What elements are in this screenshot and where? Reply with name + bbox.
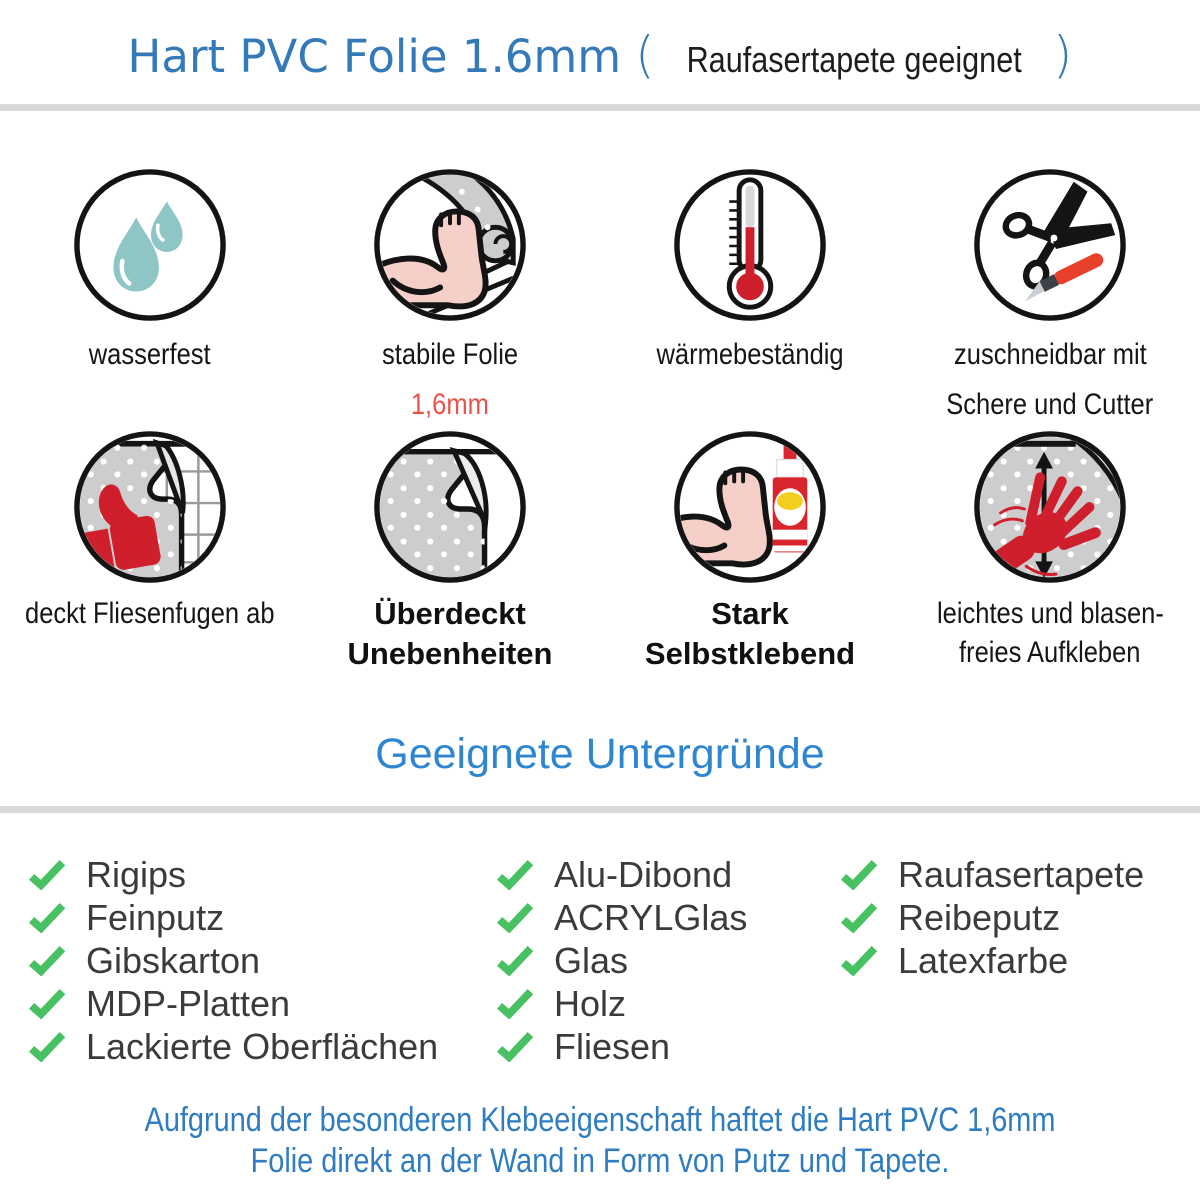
feature-label-line2: Selbstklebend [644, 636, 856, 671]
list-item [28, 982, 438, 1025]
feature-label: Überdeckt [374, 596, 526, 631]
surface-label: Reibeputz [898, 896, 1061, 938]
thumbs-up-tiles-icon [71, 428, 229, 586]
check-icon [496, 945, 534, 976]
check-icon [496, 988, 534, 1019]
feature-stabile-folie [300, 150, 600, 428]
feature-label-line2: freies Aufkleben [959, 636, 1141, 669]
check-icon [28, 988, 66, 1019]
list-item [840, 896, 1144, 939]
divider-bar-top [0, 104, 1200, 111]
section-title-untergruende: Geeignete Untergründe [375, 730, 825, 778]
list-item [28, 939, 438, 982]
check-icon [496, 902, 534, 933]
feature-label-line2: Unebenheiten [347, 636, 553, 671]
surface-column-1 [28, 853, 438, 1068]
check-icon [28, 945, 66, 976]
feature-label: stabile Folie [381, 338, 519, 371]
surface-label: MDP-Platten [86, 982, 291, 1024]
feature-sublabel-thickness: 1,6mm [411, 388, 489, 421]
list-item [840, 939, 1144, 982]
surface-label: Latexfarbe [898, 939, 1069, 981]
surface-label: Rigips [86, 853, 187, 895]
check-icon [840, 859, 878, 890]
page-title: Hart PVC Folie 1.6mm [127, 30, 622, 83]
feature-label-line2: Schere und Cutter [946, 388, 1154, 421]
feature-wasserfest [0, 150, 300, 428]
dotted-foil-fold-icon [371, 428, 529, 586]
flexed-arm-glue-tube-icon [671, 428, 829, 586]
feature-waermebestaendig [600, 150, 900, 428]
footer-note [0, 1100, 1200, 1182]
list-item [840, 853, 1144, 896]
list-item [496, 939, 747, 982]
feature-zuschneidbar [900, 150, 1200, 428]
surface-label: Lackierte Oberflächen [86, 1025, 439, 1067]
thermometer-icon [671, 166, 829, 324]
feature-selbstklebend [600, 428, 900, 728]
header [0, 0, 1200, 104]
feature-label: deckt Fliesenfugen ab [25, 597, 275, 630]
feature-unebenheiten [300, 428, 600, 728]
surface-label: Feinputz [86, 896, 225, 938]
list-item [496, 982, 747, 1025]
surface-label: Alu-Dibond [554, 853, 733, 895]
check-icon [496, 859, 534, 890]
surface-label: ACRYLGlas [554, 896, 748, 938]
feature-label: wasserfest [89, 338, 211, 371]
surface-column-2 [496, 853, 747, 1068]
surface-label: Raufasertapete [898, 853, 1145, 895]
check-icon [840, 902, 878, 933]
list-item [28, 896, 438, 939]
feature-label: Stark [711, 596, 789, 631]
page-subtitle: Raufasertapete geeignet [686, 39, 1022, 80]
check-icon [496, 1031, 534, 1062]
divider-bar-middle [0, 806, 1200, 813]
check-icon [840, 945, 878, 976]
hand-smoothing-foil-icon [971, 428, 1129, 586]
footer-line-1: Aufgrund der besonderen Klebeeigenschaft haftet die Hart PVC 1,6mm [144, 1101, 1056, 1139]
list-item [28, 1025, 438, 1068]
water-drops-icon [71, 166, 229, 324]
surface-label: Fliesen [554, 1025, 671, 1067]
check-icon [28, 902, 66, 933]
scissors-cutter-icon [971, 166, 1129, 324]
flexed-arm-foil-roll-icon [371, 166, 529, 324]
footer-line-2: Folie direkt an der Wand in Form von Putz und Tapete. [250, 1142, 950, 1180]
surface-column-3 [840, 853, 1144, 982]
check-icon [28, 1031, 66, 1062]
list-item [28, 853, 438, 896]
title-paren-close: ) [1052, 26, 1073, 84]
title-paren-open: ( [635, 26, 655, 84]
list-item [496, 1025, 747, 1068]
surface-label: Gibskarton [86, 939, 261, 981]
feature-label: leichtes und blasen- [936, 597, 1164, 630]
feature-grid [0, 150, 1200, 728]
surface-label: Glas [554, 939, 629, 981]
check-icon [28, 859, 66, 890]
surface-label: Holz [554, 982, 627, 1024]
feature-label: wärmebeständig [656, 338, 844, 371]
feature-fliesenfugen [0, 428, 300, 728]
list-item [496, 853, 747, 896]
feature-aufkleben [900, 428, 1200, 728]
feature-label: zuschneidbar mit [953, 338, 1147, 371]
list-item [496, 896, 747, 939]
